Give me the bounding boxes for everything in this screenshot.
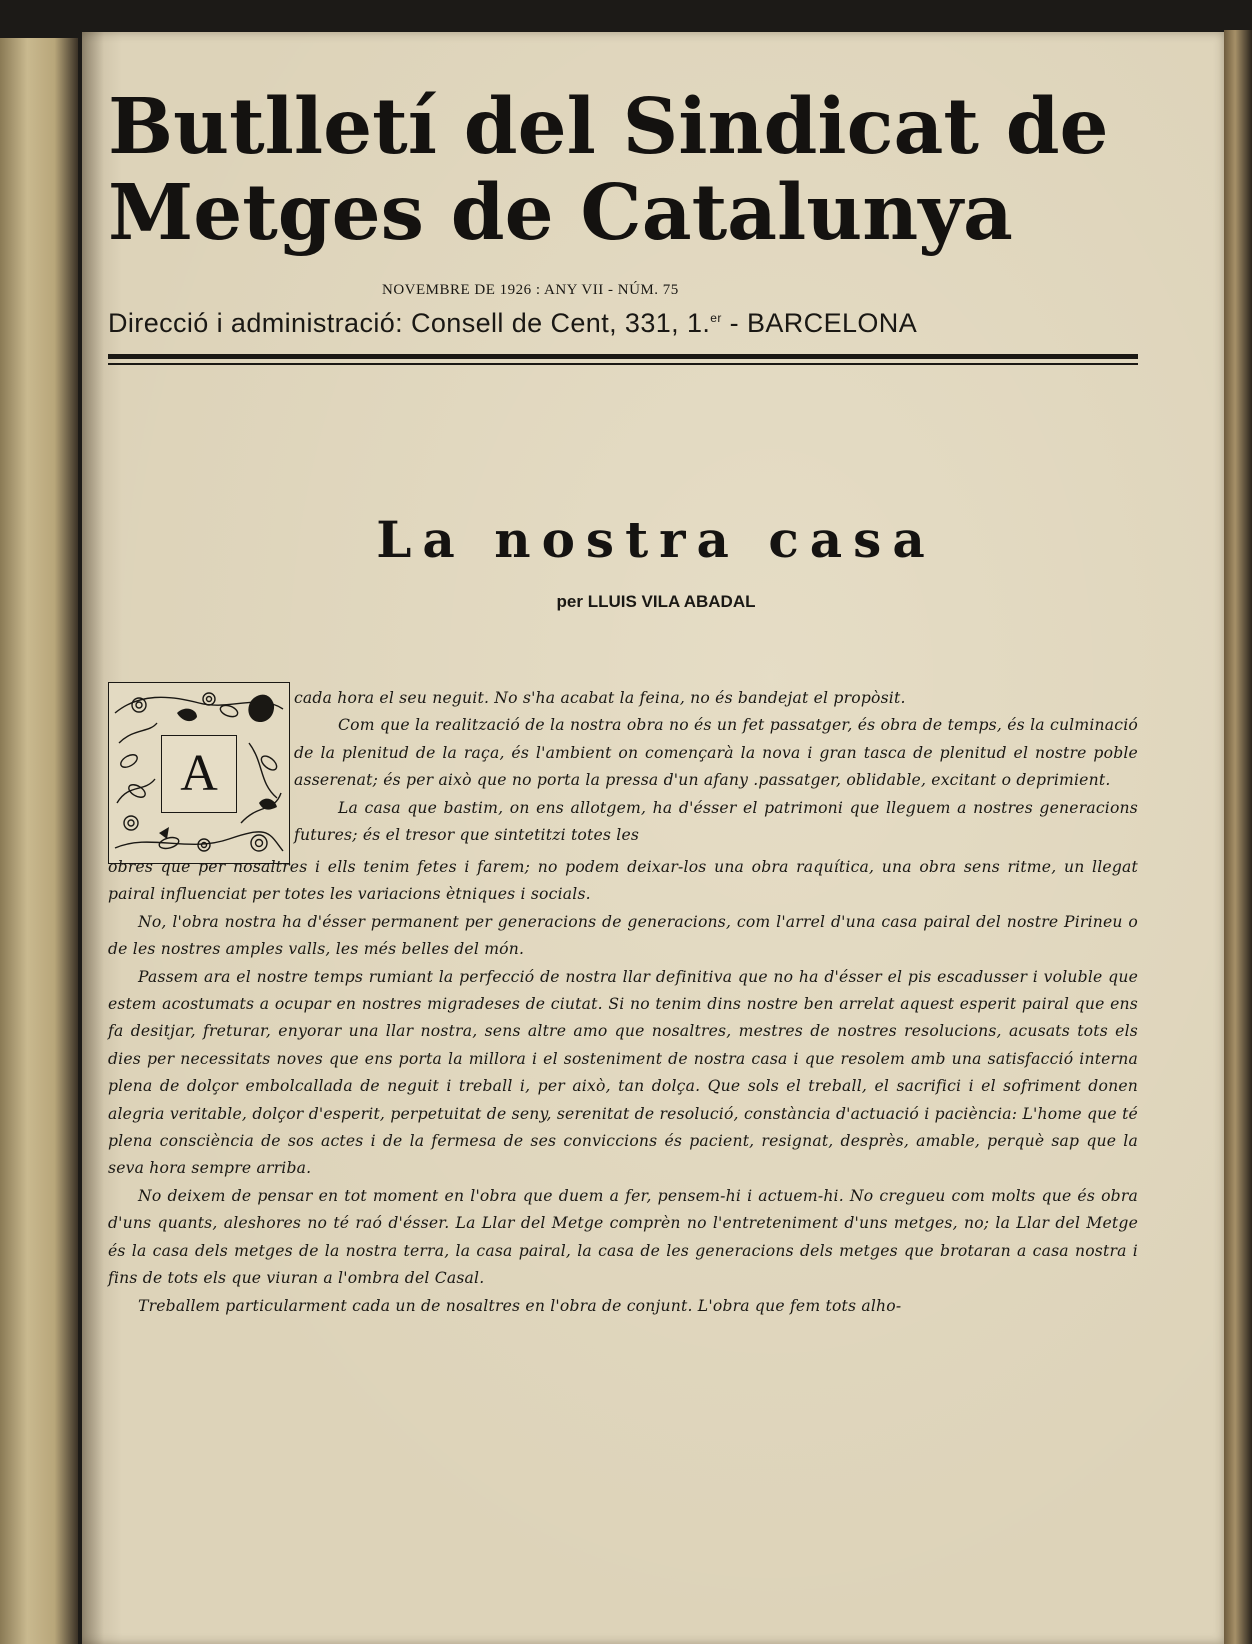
address-main: Direcció i administració: Consell de Cent, 331, 1. <box>108 308 711 338</box>
page-right-edge <box>1224 30 1252 1644</box>
paragraph-4: Passem ara el nostre temps rumiant la perfecció de nostra llar definitiva que no ha d'ésser el pis escadusser i voluble que estem acostumats a ocupar en nostres migradeses de ciutat. Si no tenim dins nostre ben arrelat aquest esperit pairal que ens fa desitjar, freturar, enyorar una llar nostra, sens altre amo que nosaltres, mestres de nostres resolucions, acusats tots els dies per necessitats noves que ens porta la millora i el sosteniment de nostra casa i que resolem amb una satisfacció interna plena de dolçor embolcallada de neguit i treball i, per això, tan dolça. Que sols el treball, el sacrifici i el sofriment donen alegria veritable, dolçor d'esperit, perpetuitat de seny, serenitat de resolució, constància d'actuació i paciència: L'home que té plena consciència de sos actes i de la fermesa de ses conviccions és pacient, resignat, desprès, amable, perquè sap que la seva hora sempre arriba. <box>108 967 1138 1178</box>
article-body <box>108 854 1138 1320</box>
opening-line: cada hora el seu neguit. No s'ha acabat la feina, no és bandejat el propòsit. <box>294 689 906 707</box>
paragraph-1: Com que la realització de la nostra obra no és un fet passatger, és obra de temps, és la culminació de la plenitud de la raça, és l'ambient on començarà la nova i gran tasca de plenitud el nostre poble asserenat; és per això que no porta la pressa d'un afany .passatger, oblidable, excitant o deprimient. <box>294 716 1138 790</box>
paragraph-2-rest: obres que per nosaltres i ells tenim fetes i farem; no podem deixar-los una obra raquítica, una obra sens ritme, un llegat pairal influenciat per totes les variacions ètniques i socials. <box>108 858 1138 904</box>
header-rule-thin <box>108 363 1138 365</box>
article-title: La nostra casa <box>376 510 936 569</box>
masthead-title-line-1: Butlletí del Sindicat de <box>108 82 1109 172</box>
masthead-title-line-2: Metges de Catalunya <box>108 168 1013 258</box>
address-line <box>108 308 1138 339</box>
paragraph-6: Treballem particularment cada un de nosaltres en l'obra de conjunt. L'obra que fem tots alho- <box>138 1296 902 1315</box>
article-opening <box>294 685 1138 849</box>
gutter-shadow <box>82 32 104 1644</box>
address-superscript: er <box>710 311 722 325</box>
dropcap-letter: A <box>161 735 237 813</box>
decorated-initial <box>108 682 290 864</box>
paragraph-3: No, l'obra nostra ha d'ésser permanent per generacions de generacions, com l'arrel d'una casa pairal del nostre Pirineu o de les nostres amples valls, les més belles del món. <box>108 912 1138 959</box>
article-byline: per LLUIS VILA ABADAL <box>556 592 756 611</box>
paragraph-5: No deixem de pensar en tot moment en l'obra que duem a fer, pensem-hi i actuem-hi. No cregueu com molts que és obra d'uns quants, aleshores no té raó d'ésser. La Llar del Metge comprèn no l'entreteniment d'uns metges, no; la Llar del Metge és la casa dels metges de la nostra terra, la casa pairal, la casa de les generacions dels metges que brotaran a casa nostra i fins de tots els que viuran a l'ombra del Casal. <box>108 1186 1138 1288</box>
masthead-title <box>108 84 1148 256</box>
previous-page-edge <box>0 38 78 1644</box>
header-rule-thick <box>108 354 1138 359</box>
address-city: - BARCELONA <box>721 308 918 338</box>
issue-date-line: NOVEMBRE DE 1926 : ANY VII - NÚM. 75 <box>382 282 679 298</box>
paragraph-2-start: La casa que bastim, on ens allotgem, ha d'ésser el patrimoni que lleguem a nostres generacions futures; és el tresor que sintetitzi totes les <box>294 798 1138 845</box>
page <box>82 32 1230 1644</box>
